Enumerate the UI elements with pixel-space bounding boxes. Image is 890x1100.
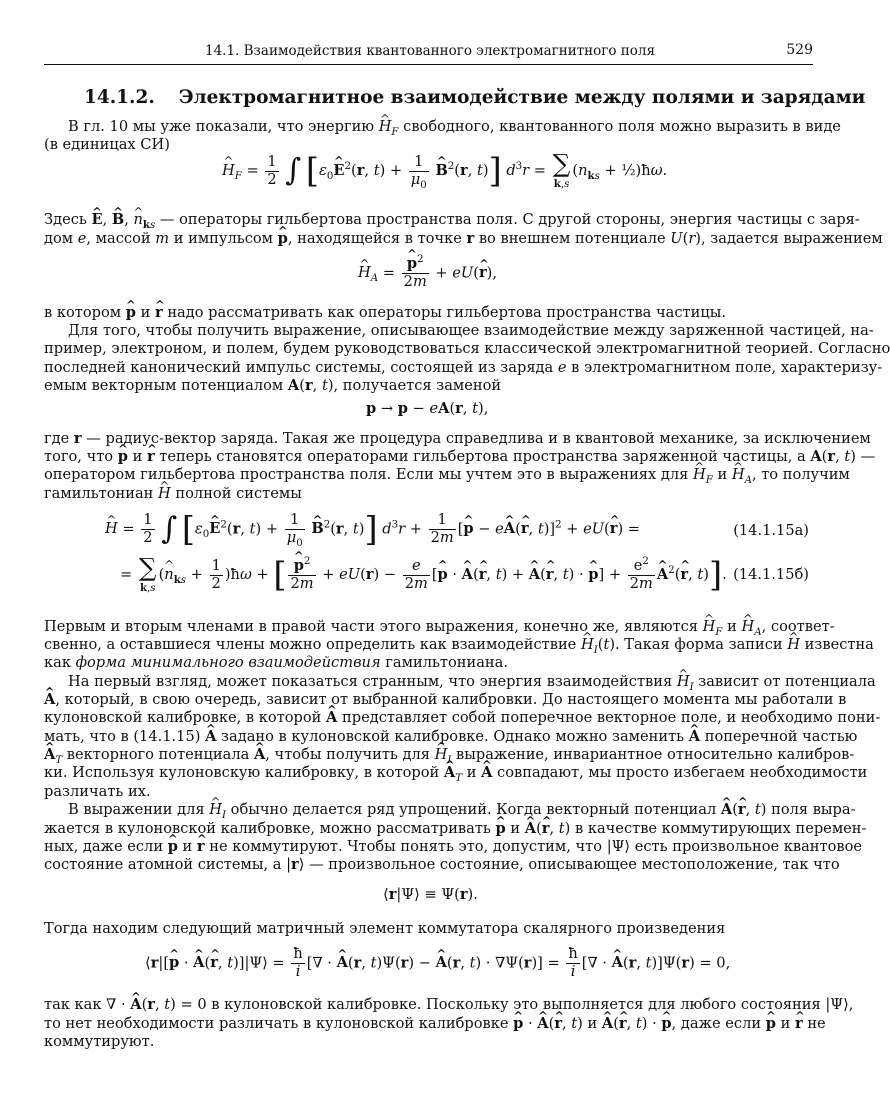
section-number: 14.1.2. — [84, 87, 155, 108]
text-line: мать, что в (14.1.15) ^ A задано в кулоновской калибровке. Однако можно заменить ^ A поперечной частью — [44, 728, 811, 746]
equation-14-1-15b: = ∑ k,s (^ $n_{ks}$ + $\frac{1}{2}$ )ħω + [ ^ $\frac{p^2}{2m}$ + eU(r) − $\frac{e}{2m}$ [^ p · ^ A(^ r, t) + ^ A(^ r, t) · ^ p] + $\frac{e^2}{2m}$ ^ $A^2(\^{}$ r, t)]. — [120, 556, 727, 594]
text-line: пример, электроном, и полем, будем руководствоваться классической электромагнитной теорией. Согласно — [44, 340, 890, 357]
equation-field-energy: ^ $H_F$ = $\frac{1}{2}$ ∫ [$\varepsilon_0\^{}$ $E^2(r$, t) + $\frac{1}{\mu_0}$ ^ $B^2(r$, t)] $d^3r$ = ∑ k,s ($n_{ks}$ + ½)ħω. — [222, 152, 667, 190]
text-line: кулоновской калибровке, в которой ^ A представляет собой поперечное векторное поле, и необходимо пони- — [44, 709, 811, 727]
text-line: как форма минимального взаимодействия гамильтониана. — [44, 654, 508, 671]
text-line: коммутируют. — [44, 1033, 155, 1050]
text-line: Здесь ^ E, ^ B, ^ $n_{ks}$ — операторы гильбертова пространства поля. С другой стороны, энергия частицы с заря- — [44, 211, 811, 229]
equation-14-1-15a: ^ H = $\frac{1}{2}$ ∫ [$\varepsilon_0\^{}$ $E^2(r$, t) + $\frac{1}{\mu_0}$ ^ $B^2(r$, t)] $d^3r$ + $\frac{1}{2m}$ [^ p − e^ A(^ r, t)]$^2$ + eU(^ r) = — [105, 512, 640, 547]
equation-minimal-coupling: p → p − eA(r, t), — [366, 400, 489, 417]
text-line: жается в кулоновской калибровке, можно рассматривать ^ p и ^ A(^ r, t) в качестве коммутирующих перемен- — [44, 820, 811, 838]
text-line: В выражении для ^ $H_I$ обычно делается ряд упрощений. Когда векторный потенциал ^ A(^ r, t) поля выра- — [68, 801, 811, 819]
text-line: ^ $A_T$ векторного потенциала ^ A, чтобы получить для ^ $H_I$ выражение, инвариантное относительно калибров- — [44, 746, 811, 764]
text-line: того, что ^ p и ^ r теперь становятся операторами гильбертова пространства заряженной частицы, а A(r, t) — — [44, 448, 811, 466]
header-rule — [44, 64, 813, 65]
text-line: ных, даже если ^ p и ^ r не коммутируют. Чтобы понять это, допустим, что |Ψ⟩ есть произвольное квантовое — [44, 838, 811, 856]
text-line: в котором ^ p и ^ r надо рассматривать как операторы гильбертова пространства частицы. — [44, 304, 811, 322]
equation-particle-energy: ^ $H_A$ = ^ $\frac{p^2}{2m}$ + eU(^ r), — [358, 256, 497, 291]
text-line: (в единицах СИ) — [44, 136, 170, 153]
text-line: Для того, чтобы получить выражение, описывающее взаимодействие между заряженной частицей, на- — [68, 322, 874, 339]
text-line: емым векторным потенциалом A(r, t), получается заменой — [44, 377, 502, 394]
text-line: ки. Используя кулоновскую калибровку, в которой ^ $A_T$ и ^ A совпадают, мы просто избегаем необходимости — [44, 764, 811, 782]
equation-position-state: ⟨r|Ψ⟩ ≡ Ψ(r). — [383, 886, 478, 903]
text-line: В гл. 10 мы уже показали, что энергию ^ $H_F$ свободного, квантованного поля можно выразить в виде — [68, 118, 811, 136]
text-line: гамильтониан ^ H полной системы — [44, 485, 811, 503]
text-line: Первым и вторым членами в правой части этого выражения, конечно же, являются ^ $H_F$ и ^ $H_A$, соответ- — [44, 618, 811, 636]
text-line: свенно, а оставшиеся члены можно определить как взаимодействие ^ $H_I(t)$. Такая форма записи ^ H известна — [44, 636, 811, 654]
text-line: где r — радиус-вектор заряда. Такая же процедура справедлива и в квантовой механике, за исключением — [44, 430, 871, 447]
text-line: На первый взгляд, может показаться странным, что энергия взаимодействия ^ $H_I$ зависит от потенциала — [68, 673, 811, 691]
text-line: дом e, массой m и импульсом ^ p, находящейся в точке r во внешнем потенциале U(r), задается выражением — [44, 230, 811, 248]
text-line: ^ A, который, в свою очередь, зависит от выбранной калибровки. До настоящего момента мы работали в — [44, 691, 811, 709]
text-line: последней канонический импульс системы, состоящей из заряда e в электромагнитном поле, характеризу- — [44, 359, 883, 376]
equation-number-15a: (14.1.15а) — [733, 522, 809, 539]
equation-commutator: ⟨r|[^ p · ^ A(^ r, t)]|Ψ⟩ = $\frac{ħ}{i}$ [∇ · ^ A(r, t)Ψ(r) − ^ A(r, t) · ∇Ψ(r)] = $\frac{ħ}{i}$ [∇ · ^ A(r, t)]Ψ(r) = 0, — [145, 946, 730, 981]
running-title: 14.1. Взаимодействия квантованного электромагнитного поля — [205, 43, 656, 59]
text-line: различать их. — [44, 783, 151, 800]
equation-number-15b: (14.1.15б) — [733, 566, 809, 583]
text-line: состояние атомной системы, а |r⟩ — произвольное состояние, описывающее местоположение, так что — [44, 856, 840, 873]
section-heading — [84, 87, 865, 108]
emphasis-term: форма минимального взаимодействия — [75, 654, 381, 671]
text-line: то нет необходимости различать в кулоновской калибровке ^ p · ^ A(^ r, t) и ^ A(^ r, t) · ^ p, даже если ^ p и ^ r не — [44, 1015, 811, 1033]
section-title: Электромагнитное взаимодействие между полями и зарядами — [178, 87, 866, 108]
text-line: Тогда находим следующий матричный элемент коммутатора скалярного произведения — [44, 920, 726, 937]
text-line: оператором гильбертова пространства поля. Если мы учтем это в выражениях для ^ $H_F$ и ^ $H_A$, то получим — [44, 466, 811, 484]
page-number: 529 — [786, 42, 813, 58]
text-line: так как ∇ · ^ A(r, t) = 0 в кулоновской калибровке. Поскольку это выполняется для любого состояния |Ψ⟩, — [44, 996, 811, 1014]
